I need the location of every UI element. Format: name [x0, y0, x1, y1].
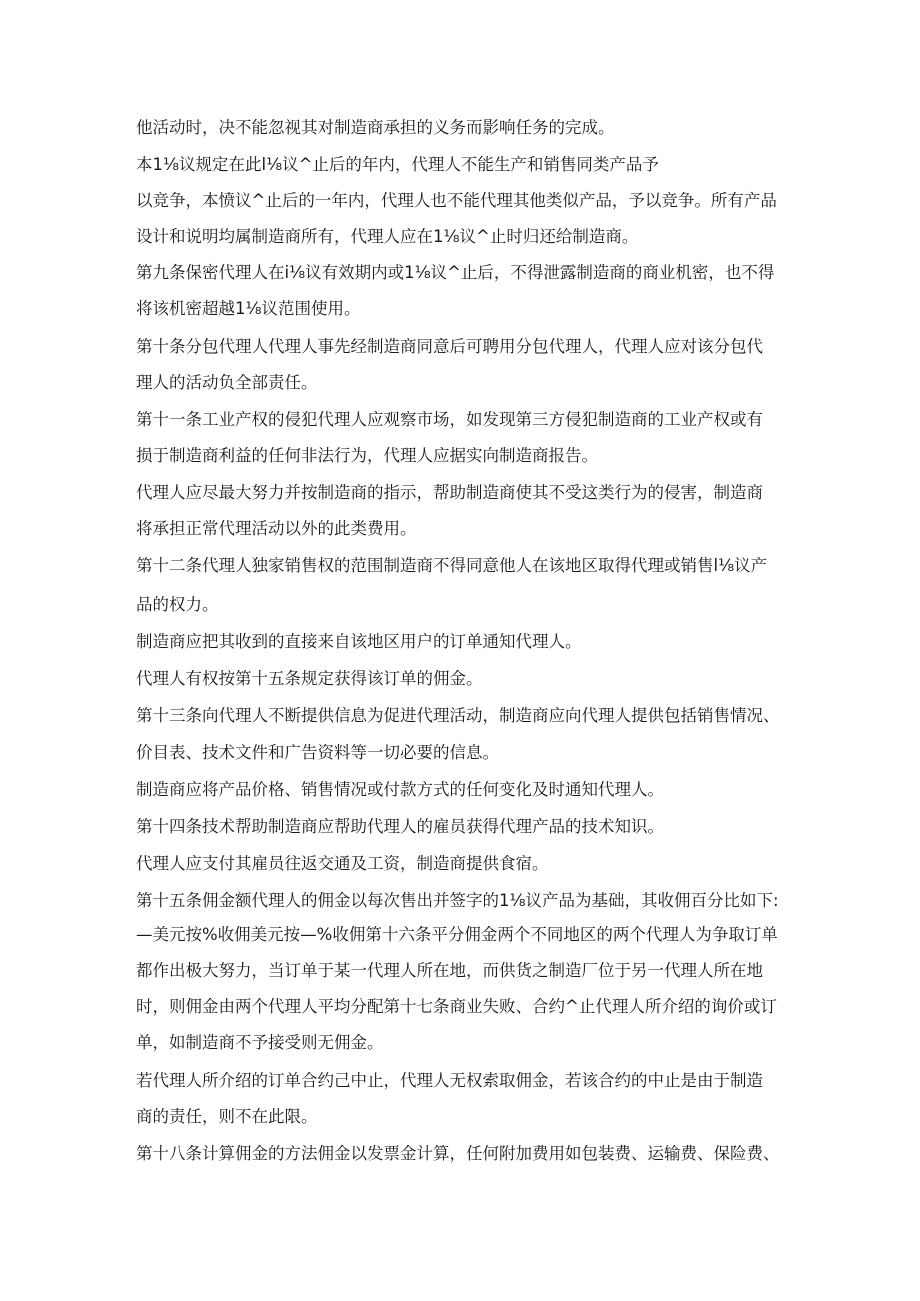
text-line: 价目表、技术文件和广告资料等一切必要的信息。	[136, 743, 499, 762]
text-line: 第十五条佣金额代理人的佣金以每次售出并签字的1⅛议产品为基础，其收佣百分比如下:	[136, 891, 779, 910]
text-line: 损于制造商利益的任何非法行为，代理人应据实向制造商报告。	[136, 446, 598, 465]
text-line: 以竞争，本愤议^止后的一年内，代理人也不能代理其他类似产品，予以竞争。所有产品	[136, 191, 777, 210]
text-line: 第十条分包代理人代理人事先经制造商同意后可聘用分包代理人，代理人应对该分包代	[136, 337, 763, 356]
text-line: —美元按%收佣美元按—%收佣第十六条平分佣金两个不同地区的两个代理人为争取订单	[136, 925, 778, 944]
text-line: 第十三条向代理人不断提供信息为促进代理活动，制造商应向代理人提供包括销售情况、	[136, 706, 780, 725]
text-line: 若代理人所介绍的订单合约己中止，代理人无权索取佣金，若该合约的中止是由于制造	[136, 1071, 763, 1090]
text-line: 理人的活动负全部责任。	[136, 373, 318, 392]
text-line: 第十一条工业产权的侵犯代理人应观察市场，如发现第三方侵犯制造商的工业产权或有	[136, 410, 763, 429]
text-line: 第九条保密代理人在i⅛议有效期内或1⅛议^止后，不得泄露制造商的商业机密，也不得	[136, 263, 775, 282]
text-line: 第十四条技术帮助制造商应帮助代理人的雇员获得代理产品的技术知识。	[136, 817, 664, 836]
text-line: 制造商应把其收到的直接来自该地区用户的订单通知代理人。	[136, 632, 582, 651]
text-line: 代理人应尽最大努力并按制造商的指示，帮助制造商使其不受这类行为的侵害，制造商	[136, 483, 763, 502]
text-line: 代理人有权按第十五条规定获得该订单的佣金。	[136, 669, 483, 688]
text-line: 品的权力。	[136, 595, 219, 614]
text-line: 时，则佣金由两个代理人平均分配第十七条商业失败、合约^止代理人所介绍的询价或订	[136, 997, 777, 1016]
text-line: 第十八条计算佣金的方法佣金以发票金计算，任何附加费用如包装费、运输费、保险费、	[136, 1144, 780, 1163]
text-line: 他活动时，决不能忽视其对制造商承担的义务而影响任务的完成。	[136, 118, 615, 137]
text-line: 第十二条代理人独家销售权的范围制造商不得同意他人在该地区取得代理或销售l⅛议产	[136, 556, 768, 575]
text-line: 单，如制造商不予接受则无佣金。	[136, 1033, 384, 1052]
text-line: 将该机密超越1⅛议范围使用。	[136, 299, 361, 318]
text-line: 制造商应将产品价格、销售情况或付款方式的任何变化及时通知代理人。	[136, 780, 664, 799]
text-line: 商的责任，则不在此限。	[136, 1107, 318, 1126]
text-line: 都作出极大努力，当订单于某一代理人所在地，而供货之制造厂位于另一代理人所在地	[136, 961, 763, 980]
text-line: 设计和说明均属制造商所有，代理人应在1⅛议^止时归还给制造商。	[136, 227, 639, 246]
text-line: 代理人应支付其雇员往返交通及工资，制造商提供食宿。	[136, 854, 549, 873]
text-line: 本1⅛议规定在此l⅛议^止后的年内，代理人不能生产和销售同类产品予	[136, 155, 659, 174]
text-line: 将承担正常代理活动以外的此类费用。	[136, 519, 417, 538]
